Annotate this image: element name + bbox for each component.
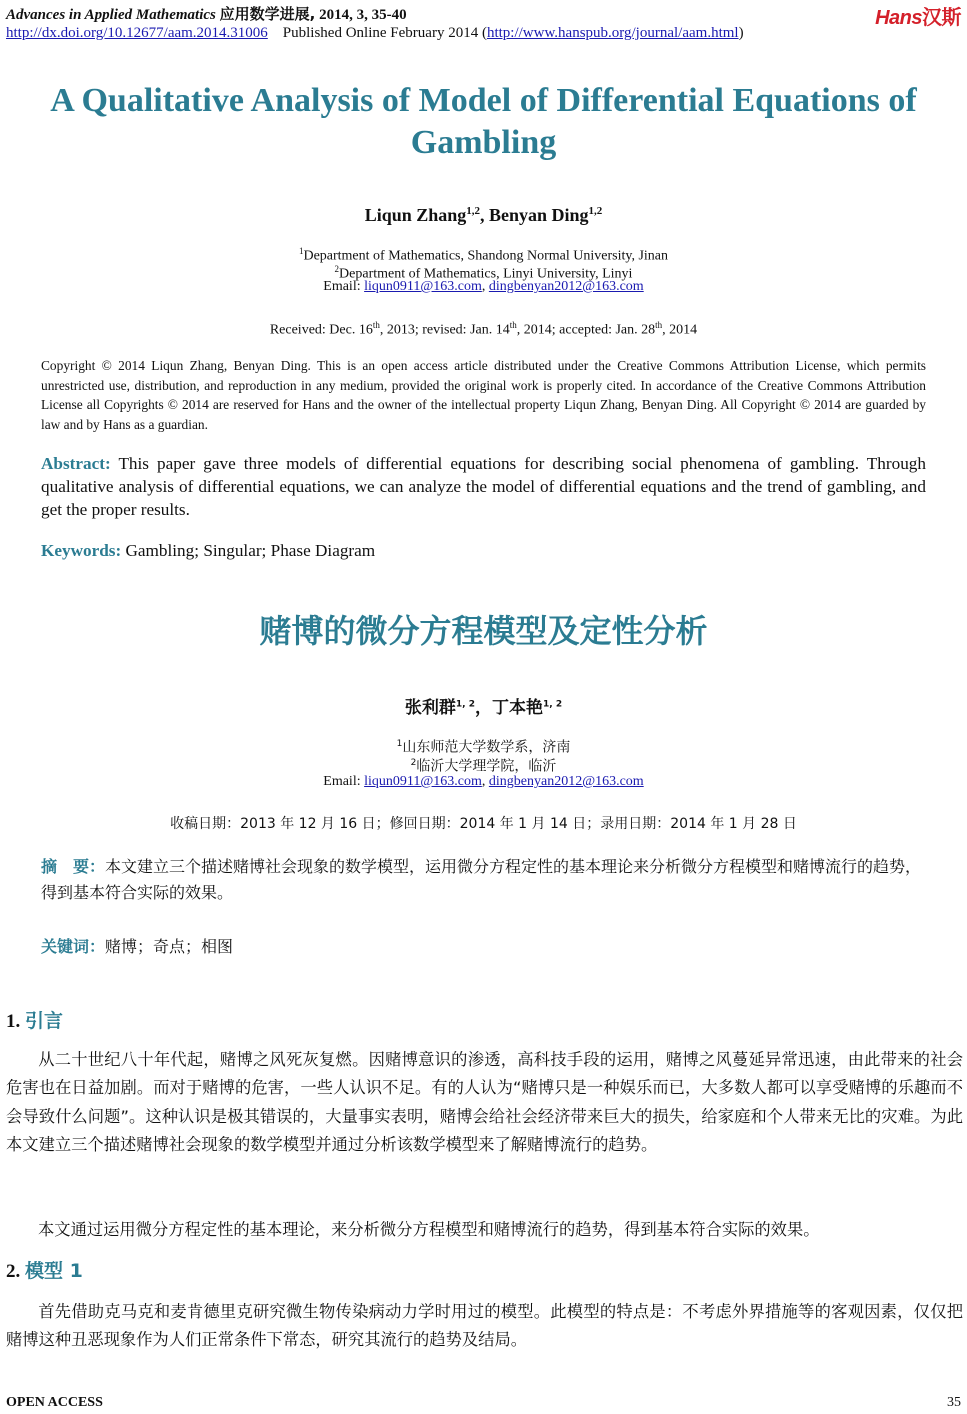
author-1-sup: 1,2 bbox=[466, 205, 481, 217]
author-line-cn bbox=[0, 693, 967, 718]
abstract-cn bbox=[41, 854, 926, 906]
section-1-paragraph-1 bbox=[6, 1046, 963, 1159]
abstract-label: Abstract: bbox=[41, 454, 111, 473]
affiliation-1-sup: 1 bbox=[298, 246, 304, 256]
email-sep: , bbox=[481, 279, 489, 294]
received-text: Received: Dec. 16 bbox=[269, 322, 373, 338]
author-2: Benyan Ding bbox=[489, 205, 589, 225]
abstract-text: This paper gave three models of differential equations for describing social phenomena of gambling. Through qualitative analysis of differential equations, we can analyze the model of differential equations and the trend of gambling, and get the proper results. bbox=[41, 454, 926, 519]
publication-line bbox=[6, 25, 744, 42]
email-line bbox=[0, 278, 967, 296]
revised-text: , 2013; revised: Jan. 14 bbox=[379, 322, 510, 338]
email-link-1-cn[interactable]: liqun0911@163.com bbox=[364, 774, 482, 789]
affiliation-2-text: Department of Mathematics, Linyi University, Linyi bbox=[339, 266, 633, 282]
journal-url-link[interactable]: http://www.hanspub.org/journal/aam.html bbox=[486, 25, 739, 41]
abstract-cn-text: 本文建立三个描述赌博社会现象的数学模型，运用微分方程定性的基本理论来分析微分方程模型和赌博流行的趋势，得到基本符合实际的效果。 bbox=[41, 857, 922, 902]
journal-name-cn: 应用数学进展, bbox=[219, 5, 316, 23]
logo-text-cn: 汉斯 bbox=[922, 5, 961, 29]
published-suffix: ) bbox=[738, 25, 744, 41]
doi-link[interactable]: http://dx.doi.org/10.12677/aam.2014.31006 bbox=[6, 25, 268, 41]
author-1: Liqun Zhang bbox=[364, 205, 467, 225]
email-sep-cn: , bbox=[481, 774, 489, 789]
received-sup: th bbox=[372, 320, 380, 330]
author-2-sup: 1,2 bbox=[588, 205, 603, 217]
keywords-label: Keywords: bbox=[41, 541, 122, 560]
keywords-cn-label: 关键词： bbox=[41, 937, 106, 956]
published-prefix: Published Online February 2014 ( bbox=[282, 25, 487, 41]
section-2-title: 模型 1 bbox=[25, 1260, 83, 1282]
section-2-heading bbox=[6, 1256, 83, 1283]
email-label-cn: Email: bbox=[323, 774, 365, 789]
author-line bbox=[0, 205, 967, 226]
section-2-number: 2. bbox=[6, 1261, 21, 1282]
affiliation-2-sup: 2 bbox=[334, 264, 340, 274]
journal-volume: 2014, 3, 35-40 bbox=[319, 7, 407, 23]
author-2-cn-sup: 1, 2 bbox=[543, 699, 563, 710]
paper-title-cn: 赌博的微分方程模型及定性分析 bbox=[259, 612, 708, 650]
revised-sup: th bbox=[509, 320, 517, 330]
email-link-1[interactable]: liqun0911@163.com bbox=[364, 279, 482, 294]
author-1-cn: 张利群 bbox=[404, 698, 456, 718]
section-1-title: 引言 bbox=[25, 1010, 64, 1032]
accepted-text: , 2014; accepted: Jan. 28 bbox=[516, 322, 656, 338]
author-sep: , bbox=[480, 205, 490, 225]
section-1-paragraph-2 bbox=[6, 1216, 963, 1244]
abstract-cn-label: 摘 要： bbox=[41, 857, 106, 876]
section-1-number: 1. bbox=[6, 1011, 21, 1032]
publisher-logo bbox=[875, 1, 961, 30]
email-label: Email: bbox=[323, 279, 365, 294]
journal-header bbox=[6, 3, 407, 24]
keywords-text: Gambling; Singular; Phase Diagram bbox=[125, 541, 376, 560]
accepted-year: , 2014 bbox=[662, 322, 698, 338]
dates-line-cn: 收稿日期：2013 年 12 月 16 日；修回日期：2014 年 1 月 14 日；录用日期：2014 年 1 月 28 日 bbox=[170, 816, 797, 832]
affiliation-2-cn-text: 临沂大学理学院，临沂 bbox=[416, 758, 557, 775]
section-1-paragraph-2-text: 本文通过运用微分方程定性的基本理论，来分析微分方程模型和赌博流行的趋势，得到基本符合实际的效果。 bbox=[38, 1220, 820, 1239]
affiliation-1-text: Department of Mathematics, Shandong Normal University, Jinan bbox=[303, 248, 669, 264]
section-1-heading bbox=[6, 1006, 63, 1033]
author-2-cn: 丁本艳 bbox=[492, 698, 543, 718]
keywords bbox=[41, 541, 375, 561]
footer-open-access: OPEN ACCESS bbox=[6, 1395, 103, 1410]
section-2-paragraph-1-text: 首先借助克马克和麦肯德里克研究微生物传染病动力学时用过的模型。此模型的特点是：不考虑外界措施等的客观因素，仅仅把赌博这种丑恶现象作为人们正常条件下常态，研究其流行的趋势及结局。 bbox=[6, 1302, 963, 1350]
email-link-2[interactable]: dingbenyan2012@163.com bbox=[488, 279, 644, 294]
dates-line bbox=[0, 316, 967, 340]
paper-title: A Qualitative Analysis of Model of Differential Equations of Gambling bbox=[50, 82, 917, 161]
copyright-notice: Copyright © 2014 Liqun Zhang, Benyan Ding. This is an open access article distributed under the Creative Commons Attribution License, which permits unrestricted use, distribution, and reproduction in any medium, provided the original work is properly cited. In accordance of the Creative Commons Attribution License all Copyrights © 2014 are reserved for Hans and the owner of the intellectual property Liqun Zhang, Benyan Ding. All Copyright © 2014 are guarded by law and by Hans as a guardian. bbox=[41, 358, 926, 432]
affiliation-2-cn-sup: 2 bbox=[410, 758, 417, 768]
logo-text-en: Hans bbox=[875, 7, 922, 29]
email-line-cn bbox=[0, 773, 967, 791]
email-link-2-cn[interactable]: dingbenyan2012@163.com bbox=[488, 774, 644, 789]
page-number: 35 bbox=[947, 1395, 961, 1410]
affiliation-1-cn-sup: 1 bbox=[396, 739, 403, 749]
abstract bbox=[41, 452, 926, 521]
keywords-cn bbox=[41, 934, 233, 957]
section-2-paragraph-1 bbox=[6, 1298, 963, 1355]
journal-name: Advances in Applied Mathematics bbox=[6, 7, 216, 23]
keywords-cn-text: 赌博；奇点；相图 bbox=[105, 937, 234, 956]
affiliation-1-cn-text: 山东师范大学数学系，济南 bbox=[402, 739, 571, 756]
accepted-sup: th bbox=[655, 320, 663, 330]
section-1-paragraph-1-text: 从二十世纪八十年代起，赌博之风死灰复燃。因赌博意识的渗透，高科技手段的运用，赌博之风蔓延异常迅速，由此带来的社会危害也在日益加剧。而对于赌博的危害，一些人认识不足。有的人认为“赌博只是一种娱乐而已，大多数人都可以享受赌博的乐趣而不会导致什么问题”。这种认识是极其错误的，大量事实表明，赌博会给社会经济带来巨大的损失，给家庭和个人带来无比的灾难。为此本文建立三个描述赌博社会现象的数学模型并通过分析该数学模型来了解赌博流行的趋势。 bbox=[6, 1050, 963, 1154]
author-1-cn-sup: 1, 2 bbox=[455, 699, 475, 710]
author-sep-cn: ， bbox=[475, 698, 492, 718]
